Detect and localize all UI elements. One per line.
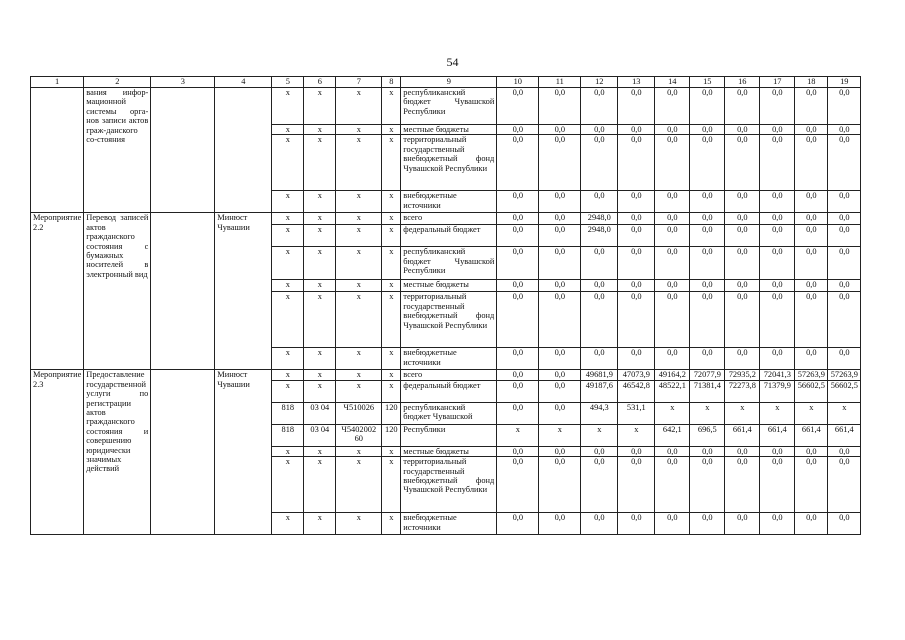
value-cell: 494,3 [581, 402, 618, 424]
value-cell: 0,0 [581, 88, 618, 125]
value-cell: 47073,9 [618, 370, 655, 380]
column-number: 9 [401, 77, 497, 88]
value-cell: 0,0 [581, 513, 618, 535]
value-cell: 0,0 [690, 457, 725, 513]
value-cell: 0,0 [581, 457, 618, 513]
value-cell: 0,0 [539, 135, 581, 191]
value-cell: 0,0 [539, 247, 581, 280]
expense-type-cell: 120 [382, 402, 401, 424]
value-cell: 0,0 [618, 225, 655, 247]
value-cell: 0,0 [655, 247, 690, 280]
value-cell: 0,0 [795, 225, 828, 247]
expense-type-cell: x [382, 247, 401, 280]
value-cell: 0,0 [690, 513, 725, 535]
funding-source-cell: республиканский бюджет Чувашской Республики [401, 88, 497, 125]
value-cell: 0,0 [539, 457, 581, 513]
expense-type-cell: x [382, 213, 401, 225]
funding-source-cell: местные бюджеты [401, 446, 497, 456]
grbs-cell: x [272, 88, 304, 125]
grbs-cell: x [272, 513, 304, 535]
value-cell: 0,0 [828, 247, 861, 280]
value-cell: x [618, 424, 655, 446]
grbs-cell: x [272, 125, 304, 135]
column-number: 18 [795, 77, 828, 88]
grbs-cell: x [272, 213, 304, 225]
value-cell: 0,0 [725, 513, 760, 535]
value-cell: 0,0 [581, 247, 618, 280]
section-cell: x [304, 225, 336, 247]
value-cell: 0,0 [539, 88, 581, 125]
value-cell: 0,0 [539, 213, 581, 225]
value-cell: 49164,2 [655, 370, 690, 380]
funding-source-cell: федеральный бюджет [401, 225, 497, 247]
expense-type-cell: x [382, 348, 401, 370]
value-cell: 0,0 [690, 280, 725, 292]
value-cell: 0,0 [618, 135, 655, 191]
value-cell: 0,0 [828, 457, 861, 513]
target-article-cell: x [336, 135, 382, 191]
value-cell: 0,0 [690, 88, 725, 125]
value-cell: 0,0 [828, 135, 861, 191]
value-cell: 0,0 [497, 125, 539, 135]
value-cell: 0,0 [618, 292, 655, 348]
value-cell: 0,0 [760, 125, 795, 135]
value-cell: 0,0 [795, 125, 828, 135]
value-cell: x [828, 402, 861, 424]
event-cell [31, 88, 84, 213]
target-article-cell: x [336, 348, 382, 370]
value-cell: 0,0 [725, 125, 760, 135]
funding-source-cell: всего [401, 213, 497, 225]
target-article-cell: x [336, 191, 382, 213]
funding-source-cell: республиканский бюджет Чувашской Республики [401, 247, 497, 280]
value-cell: 0,0 [497, 191, 539, 213]
value-cell: 57263,9 [795, 370, 828, 380]
value-cell: 0,0 [618, 191, 655, 213]
value-cell: 0,0 [795, 213, 828, 225]
value-cell: 0,0 [725, 457, 760, 513]
section-cell: x [304, 446, 336, 456]
value-cell: 71379,9 [760, 380, 795, 402]
column-number: 13 [618, 77, 655, 88]
value-cell: 0,0 [618, 125, 655, 135]
event-name-cell: Перевод записей актов гражданского состояния с бумажных носителей в электронный вид [84, 213, 151, 370]
value-cell: 0,0 [655, 513, 690, 535]
section-cell: 03 04 [304, 402, 336, 424]
table-row [31, 370, 861, 380]
value-cell: 0,0 [828, 446, 861, 456]
column-number: 5 [272, 77, 304, 88]
column-number: 6 [304, 77, 336, 88]
value-cell: 0,0 [618, 513, 655, 535]
value-cell: 0,0 [655, 292, 690, 348]
value-cell: 0,0 [690, 213, 725, 225]
co-executor-cell [151, 370, 215, 535]
value-cell: 0,0 [760, 457, 795, 513]
value-cell: 0,0 [581, 348, 618, 370]
value-cell: 0,0 [690, 348, 725, 370]
value-cell: 0,0 [795, 247, 828, 280]
section-cell: x [304, 213, 336, 225]
target-article-cell: x [336, 280, 382, 292]
value-cell: 531,1 [618, 402, 655, 424]
value-cell: 0,0 [828, 292, 861, 348]
expense-type-cell: x [382, 225, 401, 247]
section-cell: x [304, 292, 336, 348]
column-number: 16 [725, 77, 760, 88]
funding-source-cell: территориальный государственный внебюджетный фонд Чувашской Республики [401, 135, 497, 191]
value-cell: 0,0 [497, 213, 539, 225]
value-cell: 0,0 [581, 280, 618, 292]
column-number: 17 [760, 77, 795, 88]
executor-cell: Минюст Чувашии [215, 213, 272, 370]
value-cell: 0,0 [760, 446, 795, 456]
value-cell: 0,0 [655, 125, 690, 135]
value-cell: x [497, 424, 539, 446]
target-article-cell: x [336, 446, 382, 456]
value-cell: 0,0 [539, 370, 581, 380]
funding-source-cell: республиканский бюджет Чувашской [401, 402, 497, 424]
value-cell: 0,0 [795, 280, 828, 292]
expense-type-cell: x [382, 125, 401, 135]
value-cell: 0,0 [690, 125, 725, 135]
value-cell: 0,0 [828, 125, 861, 135]
value-cell: x [539, 424, 581, 446]
table-row [31, 213, 861, 225]
value-cell: 0,0 [539, 348, 581, 370]
executor-cell [215, 88, 272, 213]
value-cell: 0,0 [725, 225, 760, 247]
target-article-cell: Ч5402002 60 [336, 424, 382, 446]
value-cell: 0,0 [725, 191, 760, 213]
event-name-cell: вания инфор-мационной системы орга-нов записи актов граж-данского со-стояния [84, 88, 151, 213]
section-cell: 03 04 [304, 424, 336, 446]
value-cell: 0,0 [497, 225, 539, 247]
expense-type-cell: x [382, 191, 401, 213]
grbs-cell: x [272, 292, 304, 348]
value-cell: 72077,9 [690, 370, 725, 380]
target-article-cell: x [336, 513, 382, 535]
value-cell: 0,0 [497, 88, 539, 125]
value-cell: 0,0 [725, 213, 760, 225]
value-cell: 0,0 [828, 191, 861, 213]
grbs-cell: x [272, 348, 304, 370]
value-cell: 0,0 [795, 446, 828, 456]
value-cell: 0,0 [581, 446, 618, 456]
expense-type-cell: x [382, 292, 401, 348]
funding-source-cell: Республики [401, 424, 497, 446]
event-cell: Мероприятие 2.2 [31, 213, 84, 370]
value-cell: 0,0 [725, 348, 760, 370]
value-cell: 0,0 [655, 135, 690, 191]
column-number: 19 [828, 77, 861, 88]
value-cell: 57263,9 [828, 370, 861, 380]
column-number: 14 [655, 77, 690, 88]
section-cell: x [304, 348, 336, 370]
value-cell: x [690, 402, 725, 424]
value-cell: 72273,8 [725, 380, 760, 402]
value-cell: 0,0 [760, 225, 795, 247]
value-cell: 72935,2 [725, 370, 760, 380]
page-number: 54 [446, 55, 459, 69]
column-number: 8 [382, 77, 401, 88]
value-cell: 0,0 [539, 191, 581, 213]
value-cell: 0,0 [690, 135, 725, 191]
value-cell: 0,0 [655, 348, 690, 370]
value-cell: 0,0 [618, 457, 655, 513]
event-cell: Мероприятие 2.3 [31, 370, 84, 535]
expense-type-cell: x [382, 513, 401, 535]
section-cell: x [304, 380, 336, 402]
column-number: 1 [31, 77, 84, 88]
value-cell: 0,0 [497, 402, 539, 424]
expense-type-cell: x [382, 135, 401, 191]
value-cell: 0,0 [725, 247, 760, 280]
value-cell: 0,0 [539, 225, 581, 247]
grbs-cell: x [272, 191, 304, 213]
value-cell: 0,0 [497, 292, 539, 348]
column-number: 11 [539, 77, 581, 88]
column-number: 3 [151, 77, 215, 88]
value-cell: 0,0 [655, 225, 690, 247]
event-name-cell: Предоставление государственной услуги по регистрации актов гражданского состояния и совершению юридически значимых действий [84, 370, 151, 535]
co-executor-cell [151, 88, 215, 213]
target-article-cell: x [336, 88, 382, 125]
value-cell: 0,0 [725, 292, 760, 348]
expense-type-cell: x [382, 457, 401, 513]
section-cell: x [304, 125, 336, 135]
column-number: 15 [690, 77, 725, 88]
value-cell: 0,0 [497, 446, 539, 456]
section-cell: x [304, 88, 336, 125]
value-cell: 2948,0 [581, 213, 618, 225]
value-cell: 2948,0 [581, 225, 618, 247]
value-cell: 49187,6 [581, 380, 618, 402]
funding-source-cell: всего [401, 370, 497, 380]
value-cell: 0,0 [795, 191, 828, 213]
value-cell: 0,0 [795, 88, 828, 125]
value-cell: 0,0 [655, 191, 690, 213]
section-cell: x [304, 513, 336, 535]
funding-source-cell: территориальный государственный внебюджетный фонд Чувашской Республики [401, 457, 497, 513]
expense-type-cell: x [382, 88, 401, 125]
value-cell: 0,0 [760, 513, 795, 535]
value-cell: 0,0 [618, 247, 655, 280]
value-cell: 0,0 [539, 125, 581, 135]
grbs-cell: x [272, 446, 304, 456]
target-article-cell: x [336, 125, 382, 135]
value-cell: 0,0 [655, 213, 690, 225]
value-cell: 0,0 [795, 457, 828, 513]
value-cell: 46542,8 [618, 380, 655, 402]
value-cell: 0,0 [618, 280, 655, 292]
grbs-cell: 818 [272, 424, 304, 446]
section-cell: x [304, 247, 336, 280]
value-cell: 0,0 [497, 380, 539, 402]
expense-type-cell: x [382, 446, 401, 456]
value-cell: 0,0 [828, 348, 861, 370]
value-cell: 71381,4 [690, 380, 725, 402]
value-cell: 56602,5 [795, 380, 828, 402]
value-cell: 696,5 [690, 424, 725, 446]
value-cell: 0,0 [795, 135, 828, 191]
value-cell: 0,0 [497, 348, 539, 370]
value-cell: 0,0 [618, 213, 655, 225]
executor-cell: Минюст Чувашии [215, 370, 272, 535]
grbs-cell: x [272, 457, 304, 513]
value-cell: 0,0 [690, 225, 725, 247]
value-cell: 0,0 [795, 348, 828, 370]
grbs-cell: x [272, 225, 304, 247]
value-cell: 0,0 [539, 380, 581, 402]
column-number: 7 [336, 77, 382, 88]
funding-source-cell: местные бюджеты [401, 125, 497, 135]
value-cell: 0,0 [828, 225, 861, 247]
target-article-cell: Ч510026 [336, 402, 382, 424]
value-cell: 0,0 [760, 280, 795, 292]
value-cell: 0,0 [760, 247, 795, 280]
value-cell: 661,4 [760, 424, 795, 446]
target-article-cell: x [336, 457, 382, 513]
value-cell: x [581, 424, 618, 446]
value-cell: 0,0 [655, 88, 690, 125]
value-cell: 0,0 [618, 446, 655, 456]
value-cell: 0,0 [690, 446, 725, 456]
grbs-cell: x [272, 370, 304, 380]
column-number: 10 [497, 77, 539, 88]
value-cell: 49681,9 [581, 370, 618, 380]
value-cell: 0,0 [539, 446, 581, 456]
section-cell: x [304, 191, 336, 213]
value-cell: 661,4 [828, 424, 861, 446]
column-number: 2 [84, 77, 151, 88]
value-cell: 0,0 [497, 280, 539, 292]
value-cell: 661,4 [725, 424, 760, 446]
value-cell: 0,0 [581, 135, 618, 191]
value-cell: 0,0 [655, 446, 690, 456]
value-cell: 0,0 [725, 135, 760, 191]
value-cell: 642,1 [655, 424, 690, 446]
target-article-cell: x [336, 370, 382, 380]
value-cell: 0,0 [618, 88, 655, 125]
value-cell: 0,0 [539, 280, 581, 292]
value-cell: 661,4 [795, 424, 828, 446]
column-number: 12 [581, 77, 618, 88]
target-article-cell: x [336, 247, 382, 280]
column-number: 4 [215, 77, 272, 88]
value-cell: 0,0 [539, 402, 581, 424]
value-cell: 0,0 [539, 292, 581, 348]
funding-source-cell: местные бюджеты [401, 280, 497, 292]
value-cell: 0,0 [581, 125, 618, 135]
value-cell: 0,0 [828, 280, 861, 292]
value-cell: 0,0 [760, 213, 795, 225]
value-cell: x [655, 402, 690, 424]
target-article-cell: x [336, 225, 382, 247]
value-cell: 48522,1 [655, 380, 690, 402]
expense-type-cell: x [382, 380, 401, 402]
funding-source-cell: федеральный бюджет [401, 380, 497, 402]
co-executor-cell [151, 213, 215, 370]
value-cell: 0,0 [690, 292, 725, 348]
target-article-cell: x [336, 213, 382, 225]
value-cell: 0,0 [497, 135, 539, 191]
value-cell: 72041,3 [760, 370, 795, 380]
value-cell: 0,0 [497, 247, 539, 280]
expense-type-cell: 120 [382, 424, 401, 446]
grbs-cell: x [272, 380, 304, 402]
value-cell: 0,0 [760, 292, 795, 348]
grbs-cell: 818 [272, 402, 304, 424]
value-cell: 0,0 [828, 88, 861, 125]
value-cell: 0,0 [497, 370, 539, 380]
value-cell: 0,0 [539, 513, 581, 535]
value-cell: 0,0 [655, 280, 690, 292]
expense-type-cell: x [382, 370, 401, 380]
funding-source-cell: внебюджетные источники [401, 191, 497, 213]
value-cell: 0,0 [690, 191, 725, 213]
value-cell: 0,0 [828, 513, 861, 535]
value-cell: 56602,5 [828, 380, 861, 402]
budget-table [30, 76, 861, 535]
table-row [31, 88, 861, 125]
section-cell: x [304, 280, 336, 292]
value-cell: 0,0 [795, 513, 828, 535]
value-cell: 0,0 [760, 135, 795, 191]
target-article-cell: x [336, 292, 382, 348]
value-cell: x [795, 402, 828, 424]
value-cell: 0,0 [760, 88, 795, 125]
target-article-cell: x [336, 380, 382, 402]
value-cell: 0,0 [760, 191, 795, 213]
value-cell: 0,0 [725, 88, 760, 125]
value-cell: 0,0 [828, 213, 861, 225]
value-cell: x [760, 402, 795, 424]
value-cell: 0,0 [497, 513, 539, 535]
value-cell: 0,0 [795, 292, 828, 348]
value-cell: 0,0 [725, 280, 760, 292]
value-cell: 0,0 [581, 191, 618, 213]
value-cell: 0,0 [655, 457, 690, 513]
value-cell: x [725, 402, 760, 424]
grbs-cell: x [272, 247, 304, 280]
section-cell: x [304, 457, 336, 513]
value-cell: 0,0 [690, 247, 725, 280]
column-number-row [31, 77, 861, 88]
section-cell: x [304, 135, 336, 191]
grbs-cell: x [272, 135, 304, 191]
value-cell: 0,0 [497, 457, 539, 513]
expense-type-cell: x [382, 280, 401, 292]
funding-source-cell: внебюджетные источники [401, 513, 497, 535]
section-cell: x [304, 370, 336, 380]
funding-source-cell: территориальный государственный внебюджетный фонд Чувашской Республики [401, 292, 497, 348]
value-cell: 0,0 [618, 348, 655, 370]
value-cell: 0,0 [581, 292, 618, 348]
grbs-cell: x [272, 280, 304, 292]
value-cell: 0,0 [725, 446, 760, 456]
funding-source-cell: внебюджетные источники [401, 348, 497, 370]
value-cell: 0,0 [760, 348, 795, 370]
